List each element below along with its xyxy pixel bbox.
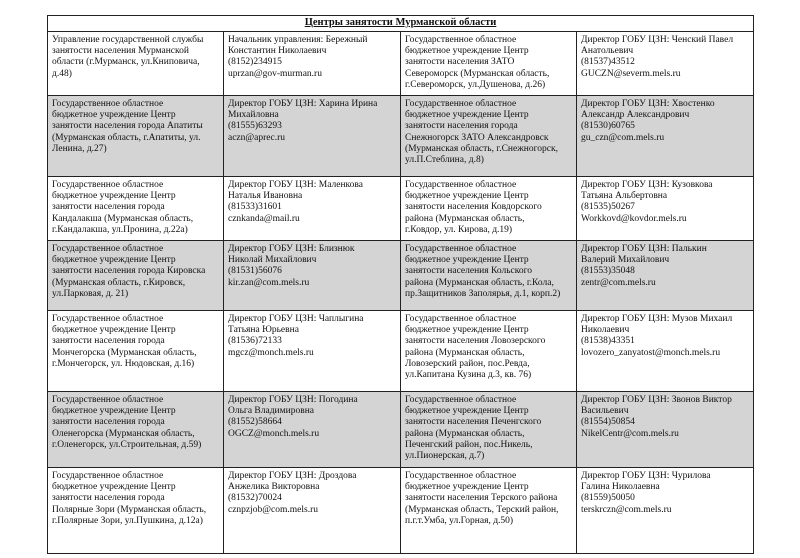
employment-centers-sheet <box>47 15 753 554</box>
table-row <box>48 32 754 96</box>
cell-line: Николаевич <box>581 325 630 336</box>
cell-line: бюджетное учреждение Центр <box>52 406 176 417</box>
cell-line: пр.Защитников Заполярья, д.1, корп.2) <box>405 288 561 299</box>
cell-line: Татьяна Юрьевна <box>228 325 299 336</box>
cell-line: Александр Александрович <box>581 110 690 121</box>
cell-line: Галина Николаевна <box>581 482 660 493</box>
cell-line: Татьяна Альбертовна <box>581 191 668 202</box>
center-info-cell <box>401 96 577 177</box>
cell-line: lovozero_zanyatost@monch.mels.ru <box>581 347 721 358</box>
cell-line: бюджетное учреждение Центр <box>52 191 176 202</box>
cell-line: Управление государственной службы <box>52 35 204 45</box>
cell-line: бюджетное учреждение Центр <box>52 482 176 493</box>
cell-line: г.Кандалакша, ул.Пронина, д.22а) <box>52 224 188 235</box>
center-info-cell <box>48 96 224 177</box>
cell-line: cznkanda@mail.ru <box>228 213 300 224</box>
cell-line: ул.Пионерская, д.7) <box>405 451 485 462</box>
cell-line: (81559)50050 <box>581 493 635 504</box>
cell-line: д.48) <box>52 68 72 79</box>
center-info-cell <box>48 468 224 554</box>
cell-line: zentr@com.mels.ru <box>581 277 656 288</box>
cell-line: OGCZ@monch.mels.ru <box>228 428 320 439</box>
cell-line: uprzan@gov-murman.ru <box>228 68 322 79</box>
cell-line: (81532)70024 <box>228 493 282 504</box>
cell-line: Североморск (Мурманская область, <box>405 68 550 79</box>
cell-line: Ольга Владимировна <box>228 406 315 417</box>
table-row <box>48 392 754 468</box>
director-info-cell <box>224 392 401 468</box>
center-info-cell <box>401 468 577 554</box>
cell-line: г.Оленегорск, ул.Строительная, д.59) <box>52 439 202 450</box>
cell-line: занятости населения ЗАТО <box>405 57 515 68</box>
cell-line: п.г.т.Умба, ул.Горная, д.50) <box>405 515 514 526</box>
cell-line: Государственное областное <box>52 314 164 324</box>
cell-line: бюджетное учреждение Центр <box>405 110 529 121</box>
cell-line: бюджетное учреждение Центр <box>405 325 529 336</box>
table-title: Центры занятости Мурманской области <box>48 16 754 32</box>
director-info-cell <box>577 392 754 468</box>
cell-line: Директор ГОБУ ЦЗН: Маленкова <box>228 180 364 190</box>
cell-line: (81533)31601 <box>228 202 282 213</box>
cell-line: Директор ГОБУ ЦЗН: Харина Ирина <box>228 99 378 109</box>
cell-line: (81535)50267 <box>581 202 635 213</box>
cell-line: (81553)35048 <box>581 266 635 277</box>
table-row <box>48 96 754 177</box>
cell-line: занятости населения города <box>52 202 165 213</box>
cell-line: Государственное областное <box>52 471 164 481</box>
cell-line: Кандалакша (Мурманская область, <box>52 213 194 224</box>
cell-line: района (Мурманская область, г.Кола, <box>405 277 554 288</box>
cell-line: aczn@aprec.ru <box>228 132 285 143</box>
cell-line: NikelCentr@com.mels.ru <box>581 428 679 439</box>
center-info-cell <box>48 241 224 311</box>
cell-line: Директор ГОБУ ЦЗН: Чурилова <box>581 471 711 481</box>
cell-line: Наталья Ивановна <box>228 191 303 202</box>
cell-line: Директор ГОБУ ЦЗН: Чаплыгина <box>228 314 364 324</box>
cell-line: Директор ГОБУ ЦЗН: Дроздова <box>228 471 357 481</box>
cell-line: Государственное областное <box>52 395 164 405</box>
cell-line: cznpzjob@com.mels.ru <box>228 504 318 515</box>
cell-line: (81538)43351 <box>581 336 635 347</box>
cell-line: района (Мурманская область, <box>405 213 525 224</box>
cell-line: (81537)43512 <box>581 57 635 68</box>
cell-line: GUCZN@severm.mels.ru <box>581 68 681 79</box>
director-info-cell <box>577 177 754 241</box>
center-info-cell <box>401 241 577 311</box>
cell-line: Workkovd@kovdor.mels.ru <box>581 213 687 224</box>
cell-line: бюджетное учреждение Центр <box>405 255 529 266</box>
cell-line: бюджетное учреждение Центр <box>52 110 176 121</box>
cell-line: занятости населения Терского района <box>405 493 558 504</box>
cell-line: ул.Капитана Кузина д.3, кв. 76) <box>405 370 532 381</box>
cell-line: Директор ГОБУ ЦЗН: Кузовкова <box>581 180 713 190</box>
cell-line: ул.Парковая, д. 21) <box>52 288 129 299</box>
cell-line: Ловозерский район, пос.Ревда, <box>405 358 530 369</box>
cell-line: (Мурманская область, г.Апатиты, ул. <box>52 132 201 143</box>
cell-line: Директор ГОБУ ЦЗН: Хвостенко <box>581 99 715 109</box>
cell-line: Директор ГОБУ ЦЗН: Погодина <box>228 395 358 405</box>
employment-centers-table <box>47 15 754 554</box>
director-info-cell <box>577 241 754 311</box>
cell-line: г.Полярные Зори, ул.Пушкина, д.12а) <box>52 515 203 526</box>
cell-line: Николай Михайлович <box>228 255 317 266</box>
director-info-cell <box>224 32 401 96</box>
cell-line: бюджетное учреждение Центр <box>405 191 529 202</box>
cell-line: занятости населения города <box>52 336 165 347</box>
cell-line: Государственное областное <box>405 314 517 324</box>
cell-line: (81530)60765 <box>581 121 635 132</box>
cell-line: занятости населения Печенгского <box>405 417 542 428</box>
cell-line: gu_czn@com.mels.ru <box>581 132 665 143</box>
cell-line: Государственное областное <box>405 244 517 254</box>
director-info-cell <box>224 311 401 392</box>
cell-line: занятости населения города <box>52 417 165 428</box>
center-info-cell <box>48 311 224 392</box>
director-info-cell <box>577 468 754 554</box>
cell-line: Мончегорска (Мурманская область, <box>52 347 197 358</box>
director-info-cell <box>577 96 754 177</box>
cell-line: занятости населения Ковдорского <box>405 202 542 213</box>
cell-line: района (Мурманская область, <box>405 347 525 358</box>
director-info-cell <box>224 241 401 311</box>
cell-line: занятости населения Кольского <box>405 266 533 277</box>
table-row <box>48 468 754 554</box>
table-row <box>48 241 754 311</box>
cell-line: Государственное областное <box>405 395 517 405</box>
center-info-cell <box>401 177 577 241</box>
cell-line: Государственное областное <box>405 180 517 190</box>
cell-line: (Мурманская область, г.Кировск, <box>52 277 186 288</box>
cell-line: Государственное областное <box>52 180 164 190</box>
cell-line: Михайловна <box>228 110 279 121</box>
cell-line: г.Ковдор, ул. Кирова, д.19) <box>405 224 513 235</box>
table-row <box>48 177 754 241</box>
cell-line: Печенгский район, пос.Никель, <box>405 439 533 450</box>
cell-line: (Мурманская область, г.Снежногорск, <box>405 143 558 154</box>
cell-line: Директор ГОБУ ЦЗН: Звонов Виктор <box>581 395 732 405</box>
table-row <box>48 311 754 392</box>
cell-line: Государственное областное <box>405 471 517 481</box>
cell-line: (81536)72133 <box>228 336 282 347</box>
cell-line: terskrczn@com.mels.ru <box>581 504 672 515</box>
director-info-cell <box>224 96 401 177</box>
director-info-cell <box>577 32 754 96</box>
cell-line: Государственное областное <box>405 35 517 45</box>
cell-line: (81531)56076 <box>228 266 282 277</box>
cell-line: (Мурманская область, Терский район, <box>405 504 559 515</box>
center-info-cell <box>48 32 224 96</box>
cell-line: Ленина, д.27) <box>52 143 107 154</box>
cell-line: Анатольевич <box>581 46 634 57</box>
cell-line: Директор ГОБУ ЦЗН: Близнюк <box>228 244 355 254</box>
cell-line: Константин Николаевич <box>228 46 327 57</box>
cell-line: занятости населения Ловозерского <box>405 336 546 347</box>
cell-line: (81554)50854 <box>581 417 635 428</box>
cell-line: (8152)234915 <box>228 57 282 68</box>
cell-line: области (г.Мурманск, ул.Книповича, <box>52 57 200 68</box>
cell-line: Снежногорск ЗАТО Александровск <box>405 132 549 143</box>
cell-line: Государственное областное <box>52 244 164 254</box>
director-info-cell <box>224 177 401 241</box>
cell-line: бюджетное учреждение Центр <box>405 482 529 493</box>
cell-line: бюджетное учреждение Центр <box>52 325 176 336</box>
center-info-cell <box>401 392 577 468</box>
cell-line: бюджетное учреждение Центр <box>52 255 176 266</box>
table-body <box>48 32 754 554</box>
cell-line: (81555)63293 <box>228 121 282 132</box>
cell-line: г.Североморск, ул.Душенова, д.26) <box>405 79 546 90</box>
cell-line: бюджетное учреждение Центр <box>405 46 529 57</box>
center-info-cell <box>401 32 577 96</box>
center-info-cell <box>48 177 224 241</box>
center-info-cell <box>401 311 577 392</box>
cell-line: Начальник управления: Бережный <box>228 35 368 45</box>
cell-line: бюджетное учреждение Центр <box>405 406 529 417</box>
cell-line: Оленегорска (Мурманская область, <box>52 428 195 439</box>
cell-line: занятости населения города Кировска <box>52 266 206 277</box>
cell-line: г.Мончегорск, ул. Нюдовская, д.16) <box>52 358 195 369</box>
cell-line: занятости населения Мурманской <box>52 46 189 57</box>
center-info-cell <box>48 392 224 468</box>
cell-line: Васильевич <box>581 406 629 417</box>
cell-line: занятости населения города <box>52 493 165 504</box>
cell-line: mgcz@monch.mels.ru <box>228 347 314 358</box>
cell-line: Валерий Михайлович <box>581 255 670 266</box>
cell-line: Директор ГОБУ ЦЗН: Палькин <box>581 244 707 254</box>
cell-line: ул.П.Стеблина, д.8) <box>405 155 484 166</box>
cell-line: Государственное областное <box>52 99 164 109</box>
cell-line: занятости населения города Апатиты <box>52 121 203 132</box>
cell-line: занятости населения города <box>405 121 518 132</box>
cell-line: kir.zan@com.mels.ru <box>228 277 310 288</box>
cell-line: Анжелика Викторовна <box>228 482 320 493</box>
cell-line: Полярные Зори (Мурманская область, <box>52 504 207 515</box>
cell-line: Государственное областное <box>405 99 517 109</box>
director-info-cell <box>224 468 401 554</box>
cell-line: района (Мурманская область, <box>405 428 525 439</box>
cell-line: Директор ГОБУ ЦЗН: Ченский Павел <box>581 35 734 45</box>
director-info-cell <box>577 311 754 392</box>
cell-line: (81552)58664 <box>228 417 282 428</box>
cell-line: Директор ГОБУ ЦЗН: Музов Михаил <box>581 314 733 324</box>
